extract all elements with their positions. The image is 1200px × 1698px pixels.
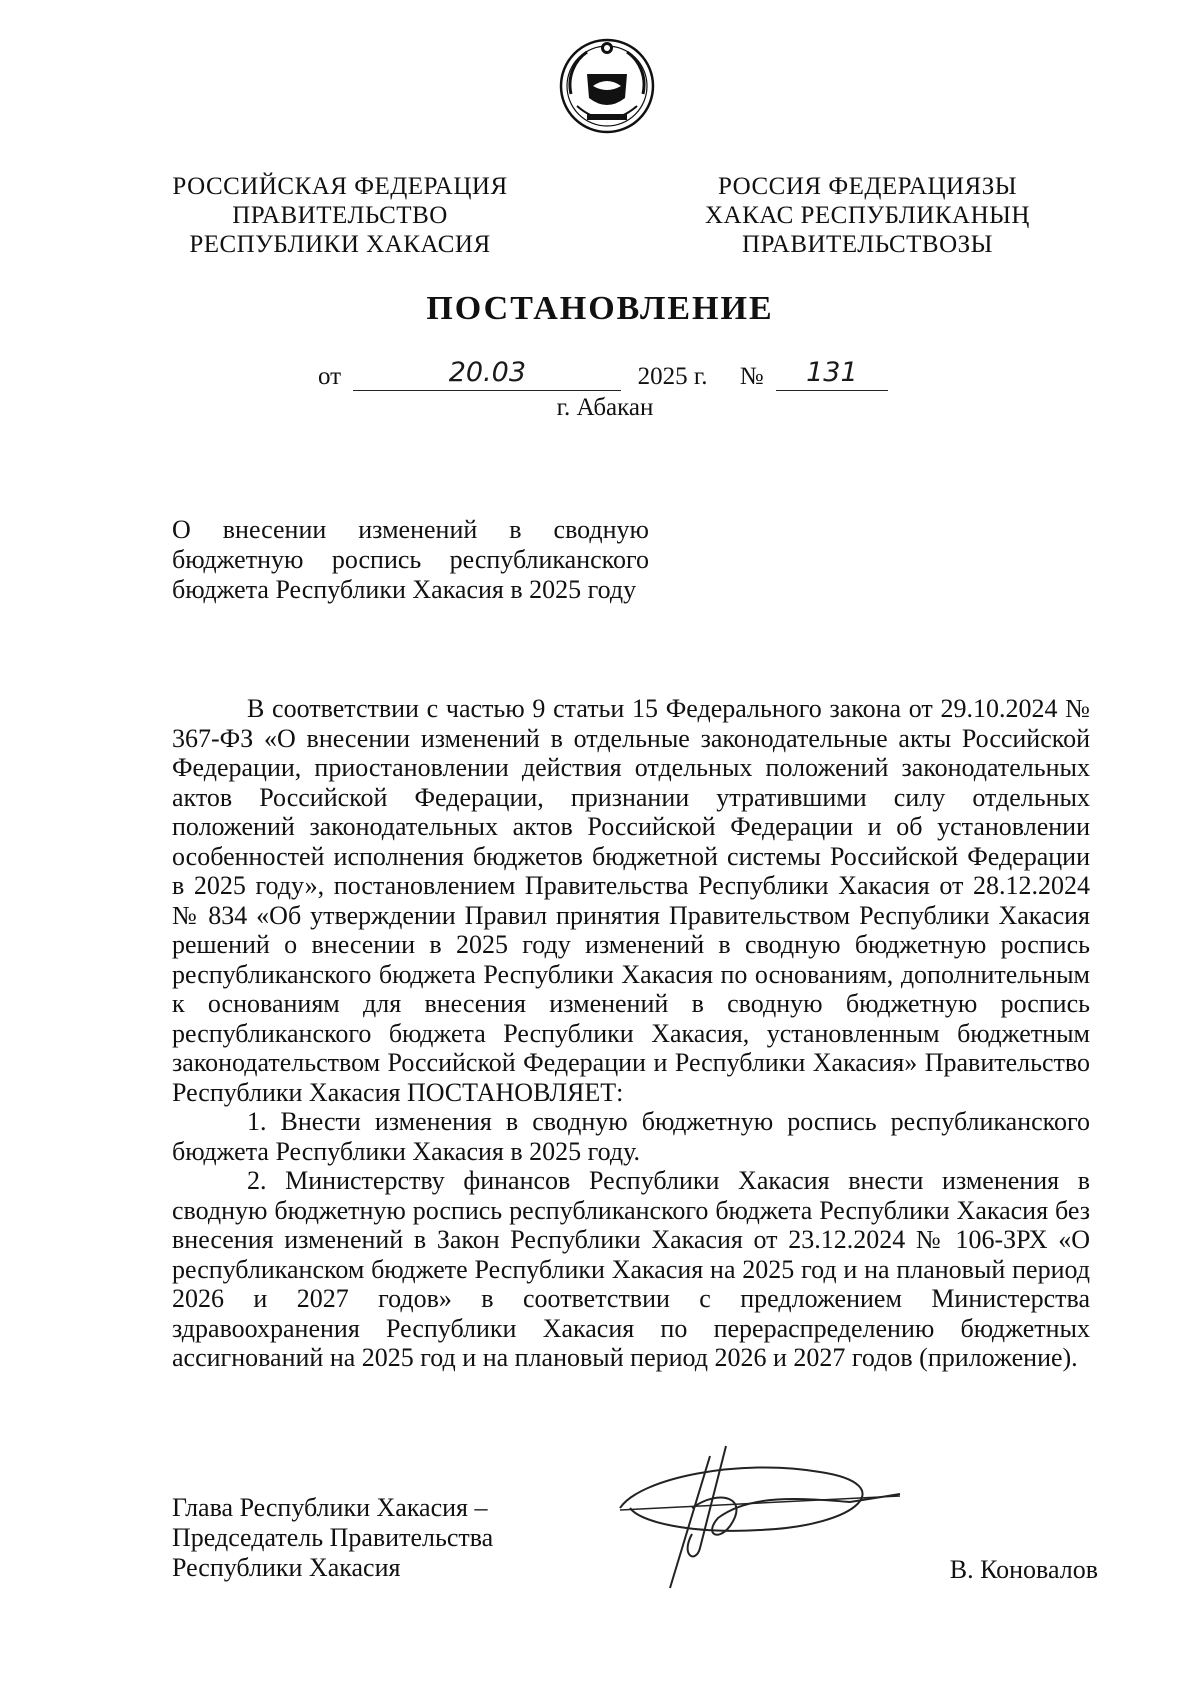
number-label: № [739, 363, 764, 390]
number-field [776, 358, 888, 391]
handwritten-date: 20.03 [448, 357, 526, 388]
signatory-position-line: Глава Республики Хакасия – [172, 1493, 488, 1522]
header-ru-line: РЕСПУБЛИКИ ХАКАСИЯ [189, 231, 491, 258]
date-number-line [318, 358, 888, 394]
date-prefix: от [318, 363, 342, 390]
year-label: 2025 г. [637, 363, 708, 390]
item-1-paragraph: 1. Внести изменения в сводную бюджетную роспись республиканского бюджета Республики Хакасия в 2025 году. [172, 1107, 1090, 1166]
signatory-position [172, 1493, 532, 1583]
header-kjh [700, 172, 1035, 259]
handwritten-number: 131 [806, 357, 858, 388]
date-field [353, 358, 621, 391]
item-2-paragraph: 2. Министерству финансов Республики Хакасия внести изменения в сводную бюджетную роспись республиканского бюджета Республики Хакасия без внесения изменений в Закон Республики Хакасия от 23.12.2024 № 106-ЗРХ «О республиканском бюджете Республики Хакасия на 2025 год и на плановый период 2026 и 2027 годов» в соответствии с предложением Министерства здравоохранения Республики Хакасия по перераспределению бюджетных ассигнований на 2025 год и на плановый период 2026 и 2027 годов (приложение). [172, 1166, 1090, 1372]
header-kjh-line: ПРАВИТЕЛЬСТВОЗЫ [742, 231, 993, 258]
header-ru [168, 172, 512, 259]
header-ru-line: РОССИЙСКАЯ ФЕДЕРАЦИЯ [172, 173, 508, 200]
handwritten-signature-icon [600, 1438, 910, 1598]
city-label: г. Абакан [556, 394, 654, 421]
document-subject: О внесении изменений в сводную бюджетную роспись республиканского бюджета Республики Хакасия в 2025 году [172, 515, 649, 604]
preamble-paragraph: В соответствии с частью 9 статьи 15 Федерального закона от 29.10.2024 № 367-ФЗ «О внесении изменений в отдельные законодательные акты Российской Федерации, приостановлении действия отдельных положений законодательных актов Российской Федерации, признании утратившими силу отдельных положений законодательных актов Российской Федерации и об установлении особенностей исполнения бюджетов бюджетной системы Российской Федерации в 2025 году», постановлением Правительства Республики Хакасия от 28.12.2024 № 834 «Об утверждении Правил принятия Правительством Республики Хакасия решений о внесении в 2025 году изменений в сводную бюджетную роспись республиканского бюджета Республики Хакасия по основаниям, дополнительным к основаниям для внесения изменений в сводную бюджетную роспись республиканского бюджета Республики Хакасия, установленным бюджетным законодательством Российской Федерации и Республики Хакасия» Правительство Республики Хакасия ПОСТАНОВЛЯЕТ: [172, 694, 1090, 1107]
header-ru-line: ПРАВИТЕЛЬСТВО [232, 202, 448, 229]
signatory-name: В. Коновалов [949, 1555, 1098, 1584]
document-type-title: ПОСТАНОВЛЕНИЕ [426, 290, 774, 327]
coat-of-arms-icon [557, 36, 657, 136]
header-kjh-line: РОССИЯ ФЕДЕРАЦИЯЗЫ [717, 173, 1018, 200]
document-body [172, 694, 1090, 1373]
header-kjh-line: ХАКАС РЕСПУБЛИКАНЫҢ [704, 202, 1030, 229]
signatory-position-line: Председатель Правительства [172, 1523, 494, 1552]
signatory-position-line: Республики Хакасия [172, 1553, 401, 1582]
